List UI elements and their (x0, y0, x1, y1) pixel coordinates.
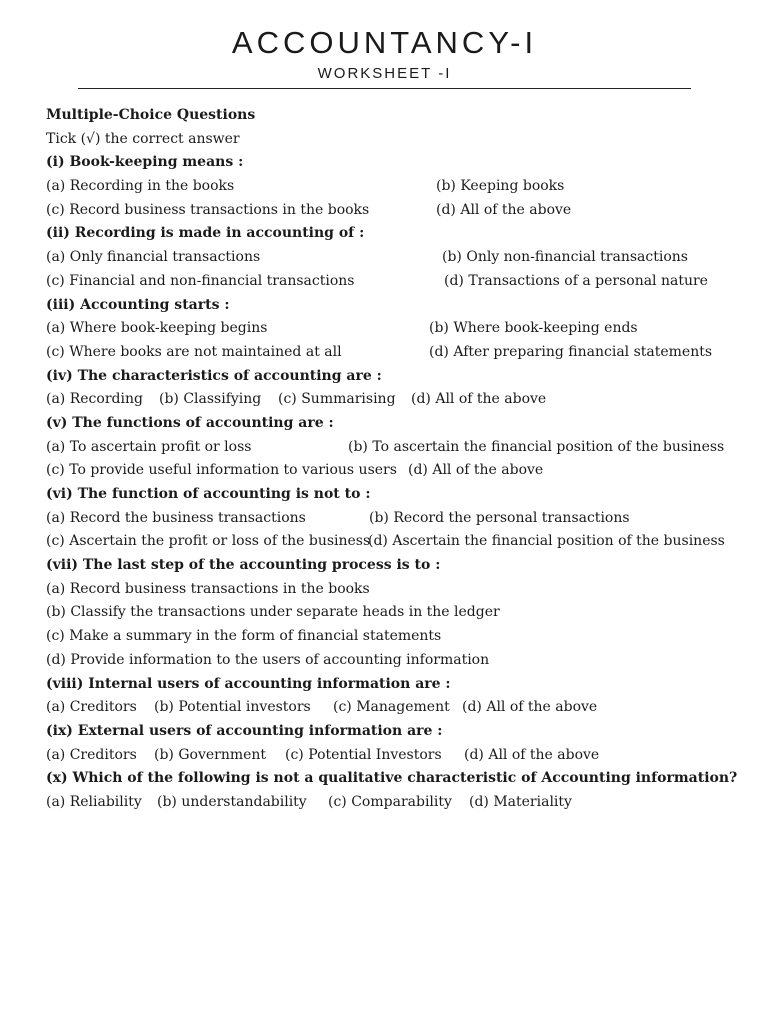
option-b[interactable]: (b) Classify the transactions under separate heads in the ledger (46, 604, 500, 621)
option-b[interactable]: (b) Potential investors (154, 699, 311, 716)
option-d[interactable]: (d) After preparing financial statements (429, 343, 713, 360)
question-7: (vii) The last step of the accounting process is to : (46, 557, 441, 574)
option-b[interactable]: (b) To ascertain the financial position of the business (348, 438, 725, 455)
header-divider (78, 88, 691, 89)
option-c[interactable]: (c) Management (333, 699, 450, 716)
option-row (46, 696, 746, 720)
section-heading: Multiple-Choice Questions (46, 107, 256, 123)
option-d[interactable]: (d) All of the above (408, 462, 544, 479)
option-row (46, 507, 746, 531)
option-row (46, 436, 746, 460)
option-b[interactable]: (b) Government (154, 746, 267, 763)
option-c[interactable]: (c) To provide useful information to various users (46, 462, 397, 479)
option-d[interactable]: (d) All of the above (464, 746, 600, 763)
option-c[interactable]: (c) Comparability (328, 793, 452, 810)
option-row (46, 791, 746, 815)
worksheet-header (78, 24, 691, 84)
question-2: (ii) Recording is made in accounting of : (46, 225, 365, 242)
option-a[interactable]: (a) Creditors (46, 746, 137, 763)
option-b[interactable]: (b) Where book-keeping ends (429, 320, 638, 337)
option-b[interactable]: (b) understandability (157, 793, 307, 810)
question-4: (iv) The characteristics of accounting are : (46, 367, 382, 384)
option-row (46, 388, 746, 412)
option-d[interactable]: (d) Transactions of a personal nature (444, 272, 708, 289)
option-d[interactable]: (d) Materiality (469, 793, 572, 810)
page-subtitle: WORKSHEET -I (317, 65, 452, 82)
option-b[interactable]: (b) Record the personal transactions (369, 509, 630, 526)
option-a[interactable]: (a) To ascertain profit or loss (46, 438, 252, 455)
option-c[interactable]: (c) Financial and non-financial transactions (46, 272, 355, 289)
option-a[interactable]: (a) Record the business transactions (46, 509, 306, 526)
option-a[interactable]: (a) Record business transactions in the books (46, 580, 370, 597)
option-a[interactable]: (a) Recording (46, 391, 143, 408)
option-row (46, 246, 746, 270)
option-row (46, 270, 746, 294)
option-c[interactable]: (c) Where books are not maintained at all (46, 343, 342, 360)
option-d[interactable]: (d) Ascertain the financial position of the business (368, 533, 725, 550)
option-a[interactable]: (a) Recording in the books (46, 178, 235, 195)
worksheet-body (46, 104, 746, 815)
option-d[interactable]: (d) Provide information to the users of accounting information (46, 651, 490, 668)
option-row (46, 341, 746, 365)
option-c[interactable]: (c) Make a summary in the form of financial statements (46, 628, 442, 645)
option-c[interactable]: (c) Record business transactions in the books (46, 201, 370, 218)
option-a[interactable]: (a) Where book-keeping begins (46, 320, 268, 337)
question-5: (v) The functions of accounting are : (46, 414, 334, 431)
option-row (46, 459, 746, 483)
option-a[interactable]: (a) Creditors (46, 699, 137, 716)
instruction-text: Tick (√) the correct answer (46, 130, 240, 147)
option-d[interactable]: (d) All of the above (411, 391, 547, 408)
question-8: (viii) Internal users of accounting information are : (46, 675, 451, 692)
option-b[interactable]: (b) Classifying (159, 391, 262, 408)
option-row (46, 175, 746, 199)
question-6: (vi) The function of accounting is not to : (46, 486, 371, 502)
option-row (46, 530, 746, 554)
option-a[interactable]: (a) Only financial transactions (46, 249, 261, 266)
option-c[interactable]: (c) Summarising (278, 391, 396, 408)
option-row (46, 317, 746, 341)
option-c[interactable]: (c) Potential Investors (285, 746, 442, 763)
option-b[interactable]: (b) Only non-financial transactions (442, 249, 688, 266)
option-row (46, 199, 746, 223)
option-row (46, 744, 746, 768)
question-9: (ix) External users of accounting information are : (46, 722, 443, 739)
option-d[interactable]: (d) All of the above (462, 699, 598, 716)
question-3: (iii) Accounting starts : (46, 296, 230, 313)
option-c[interactable]: (c) Ascertain the profit or loss of the business (46, 533, 371, 550)
option-b[interactable]: (b) Keeping books (436, 178, 565, 195)
option-d[interactable]: (d) All of the above (436, 201, 572, 218)
option-a[interactable]: (a) Reliability (46, 793, 142, 810)
question-10: (x) Which of the following is not a qualitative characteristic of Accounting information? (46, 770, 738, 787)
question-1: (i) Book-keeping means : (46, 154, 244, 171)
page-title: ACCOUNTANCY-I (231, 25, 538, 60)
